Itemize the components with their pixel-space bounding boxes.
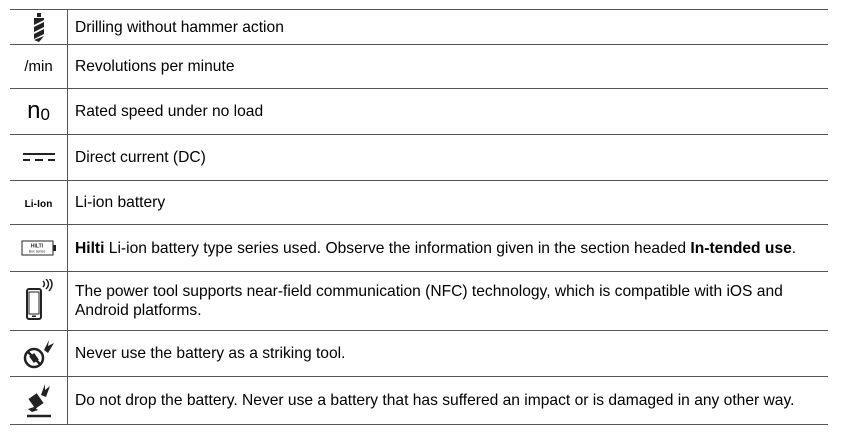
symbols-table	[10, 9, 828, 425]
nfc-phone-icon	[24, 279, 54, 323]
description: Li-ion battery	[68, 181, 829, 225]
svg-text:Bxx series: Bxx series	[28, 249, 45, 254]
symbol-cell	[10, 89, 68, 135]
table-row	[10, 135, 828, 181]
table-row	[10, 225, 828, 272]
description: Drilling without hammer action	[68, 10, 829, 45]
drill-bit-icon	[31, 12, 47, 42]
description: Do not drop the battery. Never use a battery that has suffered an impact or is damaged in any other way.	[68, 377, 829, 425]
description: Rated speed under no load	[68, 89, 829, 135]
svg-text:HILTI: HILTI	[30, 243, 43, 250]
table-row	[10, 10, 828, 45]
table-row	[10, 377, 828, 425]
table-row	[10, 181, 828, 225]
description: Direct current (DC)	[68, 135, 829, 181]
description: The power tool supports near-field communication (NFC) technology, which is compatible with iOS and Android platforms.	[68, 272, 829, 331]
battery-series-icon	[21, 239, 57, 257]
symbol-cell	[10, 377, 68, 425]
symbol-cell	[10, 181, 68, 225]
no-striking-battery-icon	[22, 338, 56, 370]
no-load-speed-symbol: $n_0$	[27, 96, 50, 124]
do-not-drop-battery-icon	[24, 383, 54, 419]
symbol-cell	[10, 45, 68, 89]
symbol-cell	[10, 331, 68, 377]
table-row	[10, 272, 828, 331]
description: Never use the battery as a striking tool.	[68, 331, 829, 377]
table-row	[10, 331, 828, 377]
symbol-cell	[10, 225, 68, 272]
direct-current-icon	[22, 151, 56, 163]
symbol-cell	[10, 135, 68, 181]
symbol-cell	[10, 10, 68, 45]
li-ion-symbol: Li-Ion	[24, 198, 53, 210]
description: Revolutions per minute	[68, 45, 829, 89]
symbol-cell	[10, 272, 68, 331]
table-row	[10, 89, 828, 135]
description: Hilti Li-ion battery type series used. Observe the information given in the section headed In-tended use.	[68, 225, 829, 272]
table-row	[10, 45, 828, 89]
per-minute-symbol: /min	[24, 57, 53, 75]
